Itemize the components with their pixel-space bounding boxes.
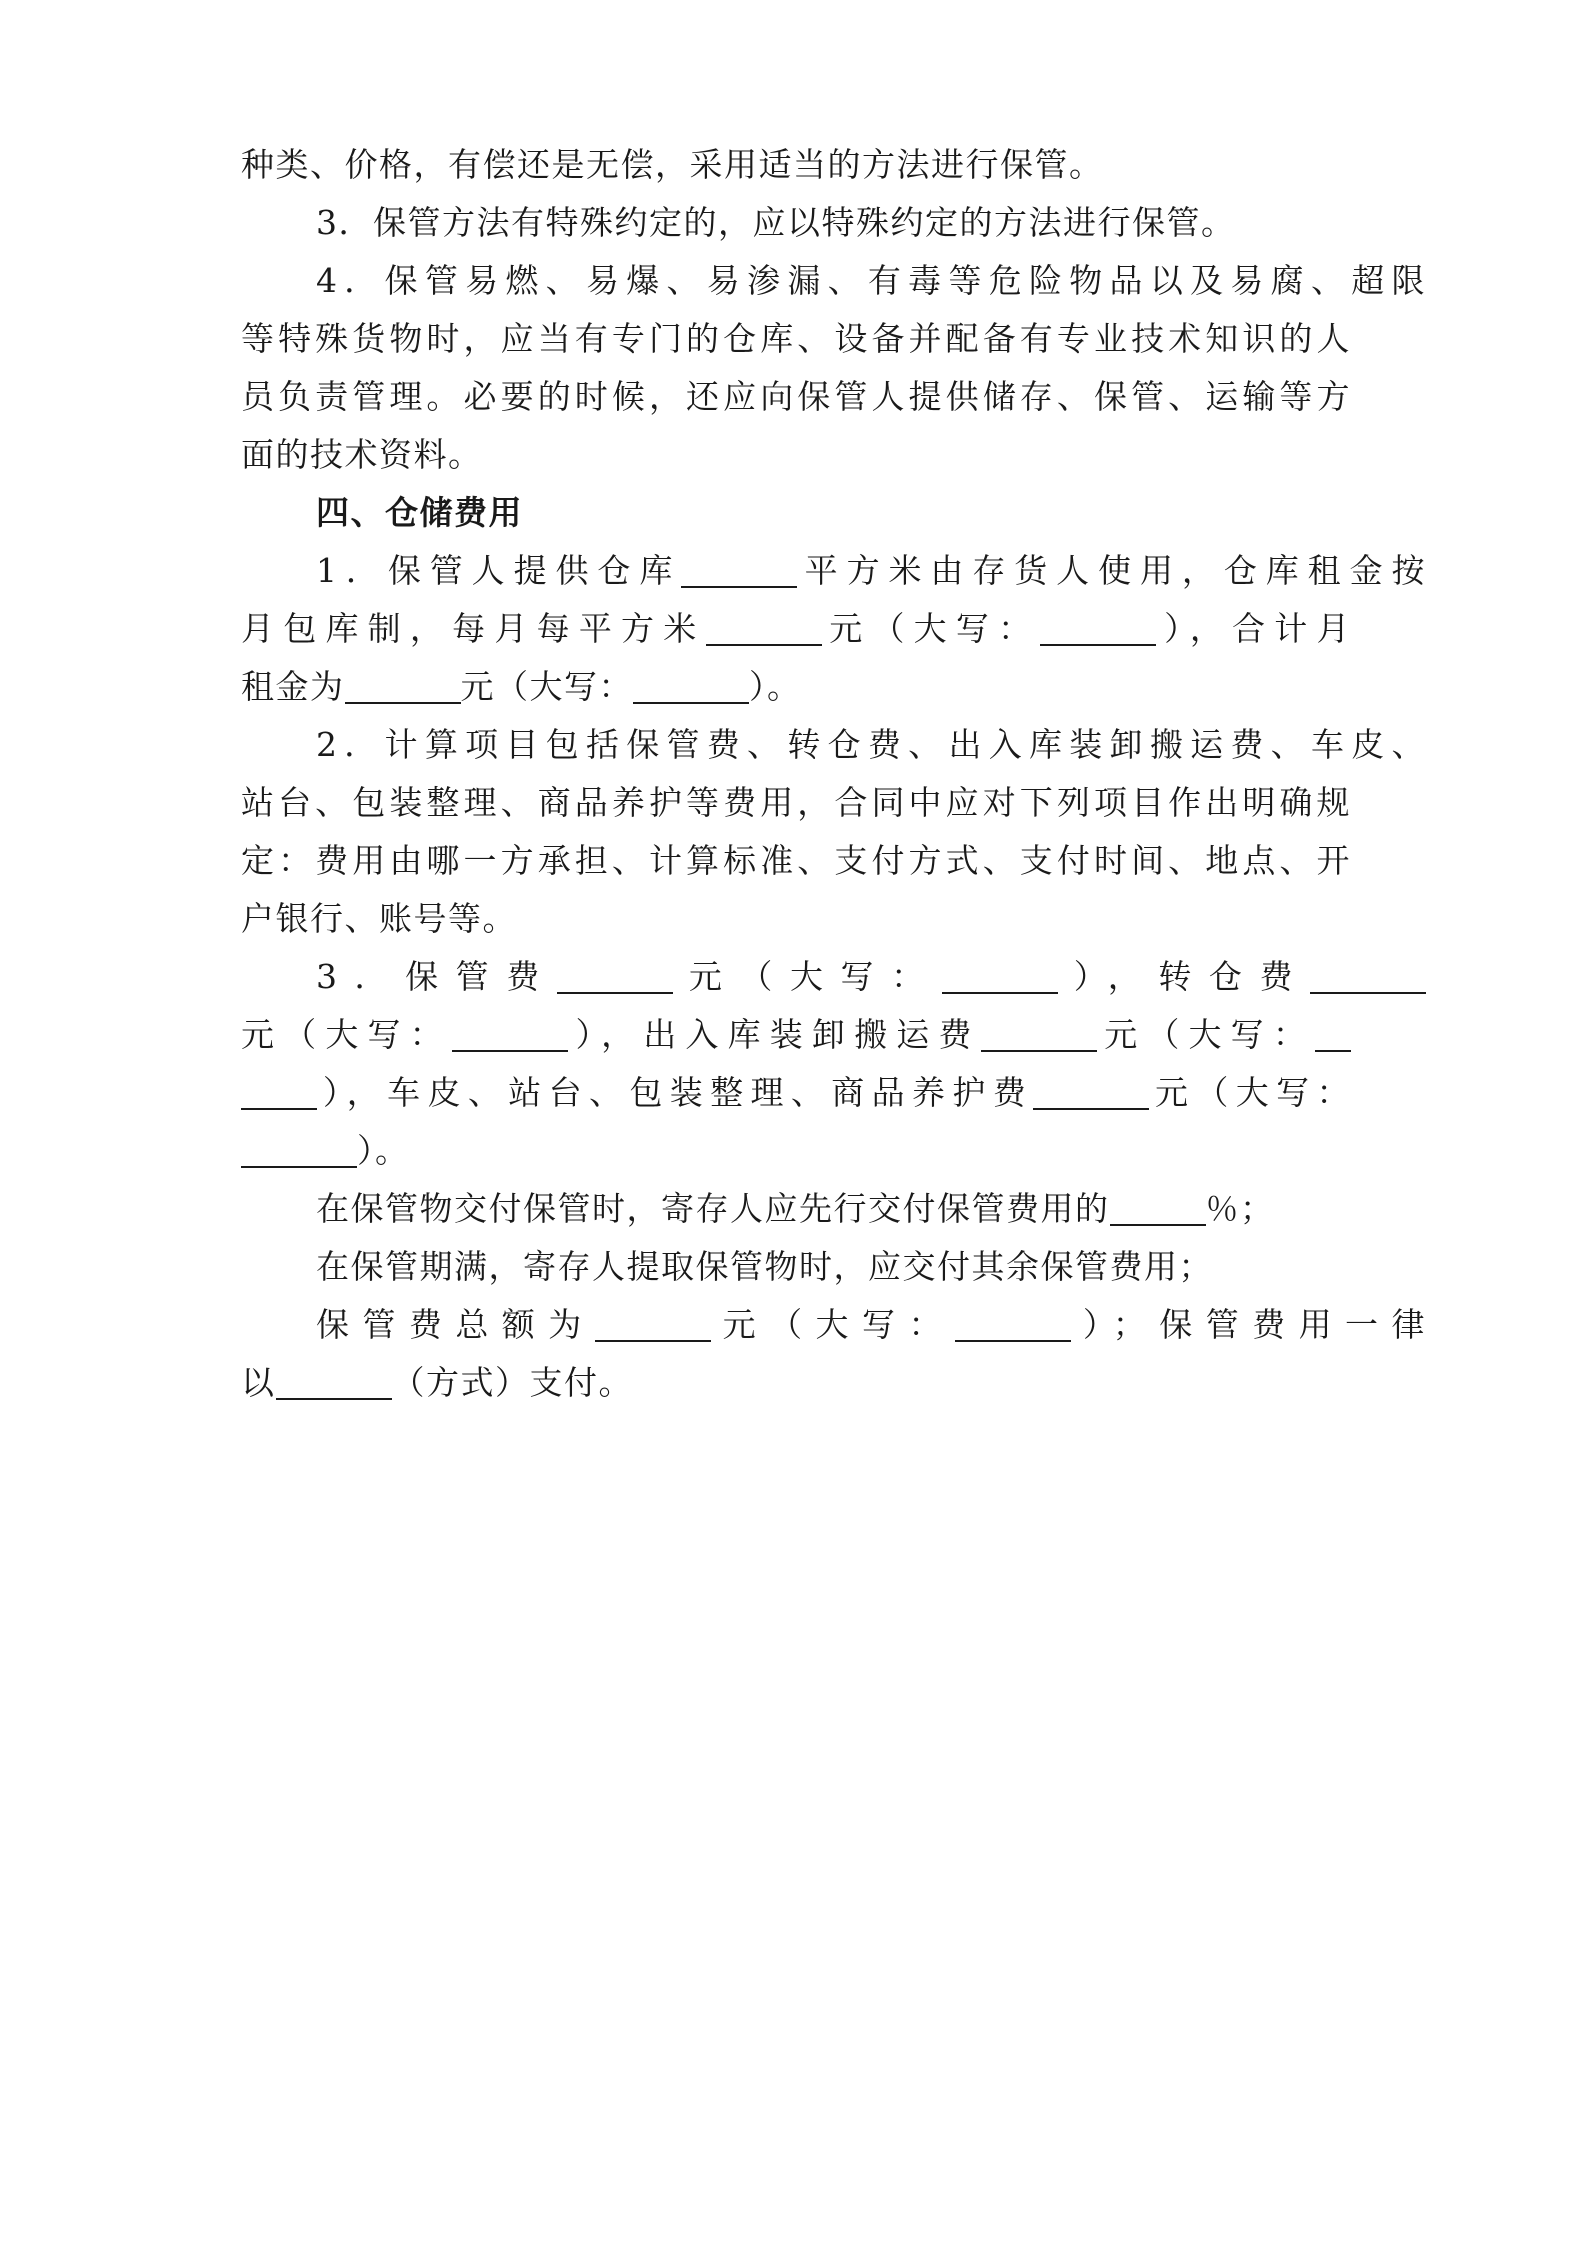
rent-per-sqm-blank[interactable]	[706, 610, 822, 646]
fee-clause-2-line-1: 2．计算项目包括保管费、转仓费、出入库装卸搬运费、车皮、	[316, 725, 1426, 764]
fee-clause-2-line-2: 站台、包装整理、商品养护等费用，合同中应对下列项目作出明确规	[241, 783, 1351, 822]
handling-fee-capital-blank-continued[interactable]	[241, 1074, 317, 1110]
total-fee-capital-blank[interactable]	[955, 1306, 1071, 1342]
fee-clause-1-line-3: 租金为 元（大写： ）。	[241, 667, 802, 706]
text-line: 种类、价格，有偿还是无偿，采用适当的方法进行保管。	[241, 145, 1104, 184]
transfer-fee-capital-blank[interactable]	[452, 1016, 568, 1052]
maintenance-fee-blank[interactable]	[1033, 1074, 1149, 1110]
transfer-fee-blank[interactable]	[1310, 958, 1426, 994]
advance-percent-blank[interactable]	[1110, 1190, 1206, 1226]
maintenance-fee-capital-blank[interactable]	[241, 1132, 357, 1168]
handling-fee-capital-blank[interactable]	[1315, 1016, 1351, 1052]
fee-clause-1-line-2: 月包库制，每月每平方米 元（大写： ），合计月	[241, 609, 1352, 648]
fee-clause-3-line-2: 元（大写： ），出入库装卸搬运费 元（大写：	[241, 1005, 1351, 1065]
fee-clause-2-line-4: 户银行、账号等。	[241, 899, 517, 938]
total-fee-line-2: 以 （方式）支付。	[241, 1363, 633, 1402]
fee-clause-3-line-4: ）。	[241, 1121, 1351, 1181]
clause-4-line-1: 4．保管易燃、易爆、易渗漏、有毒等危险物品以及易腐、超限	[316, 261, 1426, 300]
fee-clause-3-line-1: 3．保管费 元（大写： ），转仓费	[316, 947, 1426, 1007]
storage-fee-capital-blank[interactable]	[942, 958, 1058, 994]
total-fee-blank[interactable]	[595, 1306, 711, 1342]
rent-per-sqm-capital-blank[interactable]	[1040, 610, 1156, 646]
handling-fee-blank[interactable]	[981, 1016, 1097, 1052]
monthly-rent-capital-blank[interactable]	[633, 668, 749, 704]
payment-method-blank[interactable]	[276, 1364, 392, 1400]
monthly-rent-blank[interactable]	[345, 668, 461, 704]
clause-4-line-3: 员负责管理。必要的时候，还应向保管人提供储存、保管、运输等方	[241, 377, 1351, 416]
advance-payment-line: 在保管物交付保管时，寄存人应先行交付保管费用的 ％；	[316, 1189, 1275, 1228]
total-fee-line-1: 保管费总额为 元（大写： ）；保管费用一律	[316, 1305, 1427, 1344]
fee-clause-1-line-1: 1．保管人提供仓库 平方米由存货人使用，仓库租金按	[316, 551, 1427, 590]
fee-clause-3-line-3: ），车皮、站台、包装整理、商品养护费 元（大写：	[241, 1063, 1351, 1123]
clause-4-line-4: 面的技术资料。	[241, 435, 483, 474]
clause-4-line-2: 等特殊货物时，应当有专门的仓库、设备并配备有专业技术知识的人	[241, 319, 1351, 358]
warehouse-area-blank[interactable]	[681, 552, 797, 588]
fee-clause-2-line-3: 定：费用由哪一方承担、计算标准、支付方式、支付时间、地点、开	[241, 841, 1351, 880]
balance-payment-line: 在保管期满，寄存人提取保管物时，应交付其余保管费用；	[316, 1247, 1213, 1286]
clause-3-storage-method: 3．保管方法有特殊约定的，应以特殊约定的方法进行保管。	[316, 203, 1236, 242]
storage-fee-blank[interactable]	[557, 958, 673, 994]
section-heading-storage-fees: 四、仓储费用	[316, 493, 523, 532]
